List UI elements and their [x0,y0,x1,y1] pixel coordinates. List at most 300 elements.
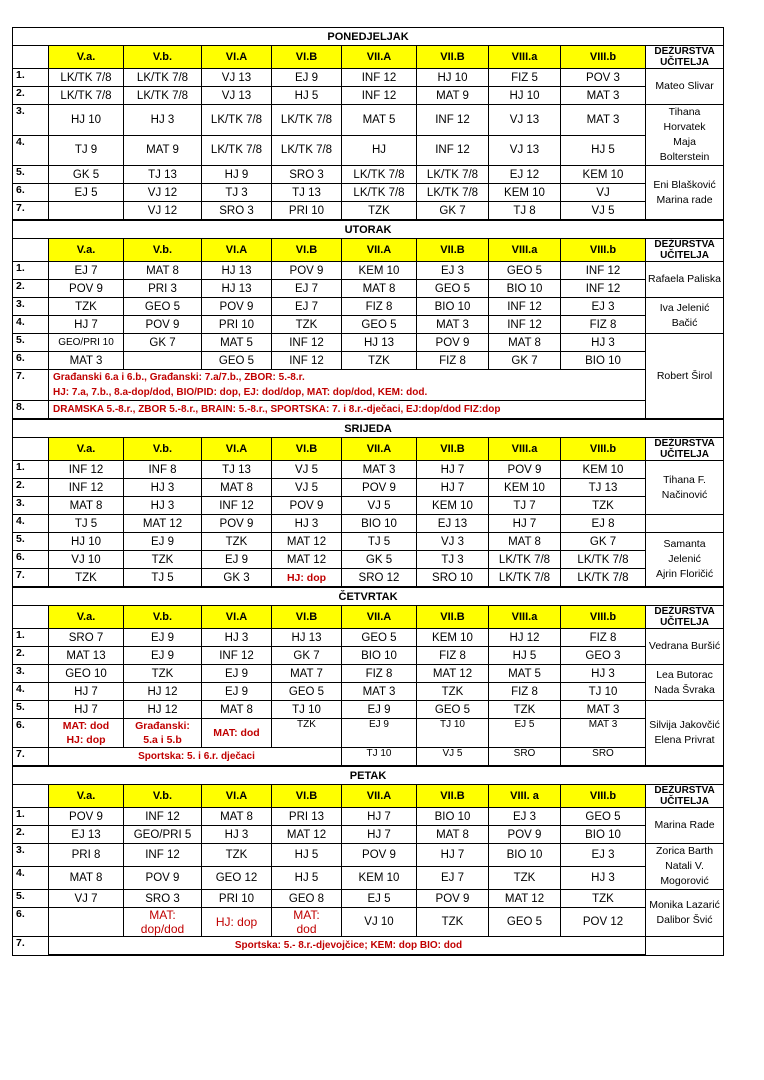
lesson-cell: MAT 12 [417,665,489,683]
lesson-cell: INF 12 [202,647,272,665]
lesson-cell: LK/TK 7/8 [561,569,646,588]
lesson-cell: EJ 3 [417,262,489,280]
class-header: V.a. [49,785,124,808]
lesson-cell [49,908,124,937]
lesson-cell: KEM 10 [342,262,417,280]
lesson-cell: MAT 3 [561,719,646,748]
lesson-cell: INF 8 [124,461,202,479]
lesson-cell: LK/TK 7/8 [202,135,272,166]
period-number: 3. [13,497,49,515]
lesson-cell: GEO 5 [342,629,417,647]
lesson-cell: VJ 13 [202,87,272,105]
lesson-cell: POV 9 [489,461,561,479]
duty-teacher: Rafaela Paliska [646,262,724,298]
lesson-cell: MAT 3 [49,352,124,370]
period-number: 7. [13,748,49,767]
lesson-cell: PRI 3 [124,280,202,298]
lesson-cell: HJ 3 [124,105,202,136]
lesson-cell: EJ 9 [202,683,272,701]
lesson-cell: TZK [342,202,417,221]
activities-note: Sportska: 5.- 8.r.-djevojčice; KEM: dop BIO: dod [49,937,646,956]
lesson-cell: HJ 3 [561,334,646,352]
period-number: 2. [13,479,49,497]
lesson-cell: MAT 8 [202,479,272,497]
lesson-cell: POV 9 [489,826,561,844]
duty-teacher: Mateo Slivar [646,69,724,105]
lesson-cell: MAT 12 [272,533,342,551]
lesson-cell: HJ 7 [417,844,489,867]
duty-header: DEŽURSTVA UČITELJA [646,46,724,69]
lesson-cell: HJ: dop [272,569,342,588]
lesson-cell: MAT 9 [417,87,489,105]
lesson-cell: PRI 13 [272,808,342,826]
lesson-cell: HJ 5 [561,135,646,166]
duty-header: DEŽURSTVA UČITELJA [646,606,724,629]
duty-teacher: Marina Rade [646,808,724,844]
period-number: 3. [13,298,49,316]
period-number: 1. [13,461,49,479]
activity-cell: Građanski: 5.a i 5.b [124,719,202,748]
lesson-cell: POV 9 [342,479,417,497]
lesson-cell: EJ 13 [417,515,489,533]
class-header: V.b. [124,785,202,808]
period-number: 7. [13,569,49,588]
period-number: 7. [13,937,49,956]
lesson-cell: EJ 9 [124,647,202,665]
lesson-cell: HJ 7 [489,515,561,533]
lesson-cell: TJ 9 [49,135,124,166]
lesson-cell: LK/TK 7/8 [342,166,417,184]
day-title: PONEDJELJAK [13,28,724,46]
lesson-cell: MAT 8 [202,808,272,826]
duty-teacher: Tihana Horvatek Maja Bolterstein [646,105,724,166]
period-number: 4. [13,316,49,334]
lesson-cell: EJ 3 [561,298,646,316]
lesson-cell: EJ 9 [124,629,202,647]
lesson-cell: HJ 10 [417,69,489,87]
lesson-cell: INF 12 [489,316,561,334]
lesson-cell: SRO 3 [202,202,272,221]
lesson-cell: VJ 7 [49,890,124,908]
lesson-cell: TJ 13 [202,461,272,479]
class-header: V.a. [49,46,124,69]
lesson-cell: TZK [489,867,561,890]
lesson-cell: GEO 5 [489,262,561,280]
duty-teacher: Robert Širol [646,334,724,420]
lesson-cell: MAT 8 [417,826,489,844]
lesson-cell: VJ 13 [202,69,272,87]
lesson-cell: EJ 3 [561,844,646,867]
lesson-cell: HJ 12 [124,701,202,719]
lesson-cell: GK 7 [272,647,342,665]
lesson-cell: HJ 3 [202,826,272,844]
lesson-cell: FIZ 8 [561,316,646,334]
lesson-cell: TJ 5 [49,515,124,533]
lesson-cell: LK/TK 7/8 [561,551,646,569]
period-number: 5. [13,533,49,551]
lesson-cell: GK 5 [49,166,124,184]
lesson-cell: LK/TK 7/8 [202,105,272,136]
lesson-cell: FIZ 8 [561,629,646,647]
period-number: 3. [13,105,49,136]
duty-teacher: Eni Blašković Marina rade [646,166,724,221]
period-number: 3. [13,844,49,867]
lesson-cell: POV 9 [124,867,202,890]
lesson-cell: POV 9 [202,515,272,533]
lesson-cell: TJ 13 [272,184,342,202]
period-number: 7. [13,370,49,401]
lesson-cell: INF 12 [272,352,342,370]
lesson-cell: HJ 10 [489,87,561,105]
lesson-cell: MAT 7 [272,665,342,683]
period-number: 4. [13,867,49,890]
class-header: VII.B [417,785,489,808]
period-number: 1. [13,808,49,826]
lesson-cell: INF 12 [49,461,124,479]
lesson-cell: TZK [272,719,342,748]
duty-header: DEŽURSTVA UČITELJA [646,239,724,262]
activity-cell: MAT: dod HJ: dop [49,719,124,748]
period-number: 6. [13,908,49,937]
class-header: VI.A [202,606,272,629]
lesson-cell: INF 12 [561,280,646,298]
lesson-cell: MAT 12 [272,826,342,844]
class-header: VIII.a [489,46,561,69]
lesson-cell: GEO 5 [489,908,561,937]
header-blank [13,438,49,461]
duty-teacher: Zorica Barth Natali V. Mogorović [646,844,724,890]
lesson-cell: HJ 7 [49,701,124,719]
lesson-cell: EJ 8 [561,515,646,533]
lesson-cell: POV 9 [202,298,272,316]
lesson-cell: GEO/PRI 5 [124,826,202,844]
lesson-cell: SRO [489,748,561,767]
lesson-cell: EJ 5 [489,719,561,748]
class-header: V.a. [49,239,124,262]
lesson-cell: GEO 3 [561,647,646,665]
period-number: 7. [13,202,49,221]
lesson-cell: POV 9 [49,808,124,826]
class-header: VI.B [272,239,342,262]
lesson-cell: FIZ 8 [489,683,561,701]
lesson-cell [49,202,124,221]
lesson-cell: POV 9 [124,316,202,334]
class-header: VI.B [272,46,342,69]
lesson-cell: EJ 9 [202,665,272,683]
lesson-cell: VJ 13 [489,135,561,166]
period-number: 2. [13,280,49,298]
lesson-cell: POV 9 [49,280,124,298]
lesson-cell: EJ 7 [272,298,342,316]
period-number: 4. [13,515,49,533]
lesson-cell: VJ 13 [489,105,561,136]
lesson-cell: VJ [561,184,646,202]
period-number: 4. [13,683,49,701]
class-header: V.a. [49,438,124,461]
lesson-cell: VJ 5 [417,748,489,767]
lesson-cell: KEM 10 [489,184,561,202]
lesson-cell: EJ 9 [342,719,417,748]
lesson-cell: TJ 7 [489,497,561,515]
lesson-cell: SRO 12 [342,569,417,588]
period-number: 1. [13,69,49,87]
day-title: UTORAK [13,220,724,239]
class-header: VI.A [202,438,272,461]
lesson-cell: TZK [202,533,272,551]
class-header: V.b. [124,46,202,69]
lesson-cell: TJ 5 [342,533,417,551]
class-header: VI.A [202,46,272,69]
lesson-cell: MAT 8 [489,533,561,551]
lesson-cell: POV 9 [417,334,489,352]
duty-teacher: Lea Butorac Nada Švraka [646,665,724,701]
lesson-cell: VJ 5 [561,202,646,221]
class-header: VI.A [202,785,272,808]
class-header: VIII.b [561,606,646,629]
lesson-cell: MAT 3 [342,461,417,479]
lesson-cell: FIZ 8 [342,298,417,316]
lesson-cell: GEO 5 [342,316,417,334]
lesson-cell: MAT 5 [342,105,417,136]
class-header: VIII.a [489,606,561,629]
lesson-cell: TZK [417,683,489,701]
lesson-cell: VJ 12 [124,202,202,221]
lesson-cell: KEM 10 [561,166,646,184]
lesson-cell: MAT 8 [342,280,417,298]
lesson-cell: HJ 3 [561,867,646,890]
lesson-cell: HJ 5 [272,844,342,867]
period-number: 2. [13,647,49,665]
lesson-cell: LK/TK 7/8 [417,166,489,184]
lesson-cell: HJ 7 [342,808,417,826]
lesson-cell: VJ 10 [342,908,417,937]
lesson-cell: HJ 3 [202,629,272,647]
activity-cell: MAT: dod [272,908,342,937]
lesson-cell: HJ 3 [124,479,202,497]
lesson-cell: KEM 10 [342,867,417,890]
lesson-cell: TJ 10 [272,701,342,719]
lesson-cell: INF 12 [342,69,417,87]
lesson-cell: GEO/PRI 10 [49,334,124,352]
lesson-cell: VJ 5 [342,497,417,515]
lesson-cell: GEO 5 [202,352,272,370]
lesson-cell: TZK [417,908,489,937]
lesson-cell: EJ 9 [342,701,417,719]
lesson-cell: MAT 3 [561,87,646,105]
lesson-cell: MAT 8 [49,497,124,515]
lesson-cell: MAT 5 [202,334,272,352]
class-header: VIII.b [561,438,646,461]
period-number: 3. [13,665,49,683]
lesson-cell: HJ 5 [272,87,342,105]
activity-cell: MAT: dop/dod [124,908,202,937]
lesson-cell: INF 12 [124,844,202,867]
duty-teacher: Vedrana Buršić [646,629,724,665]
duty-header: DEŽURSTVA UČITELJA [646,785,724,808]
lesson-cell: PRI 10 [272,202,342,221]
period-number: 6. [13,184,49,202]
lesson-cell: KEM 10 [489,479,561,497]
period-number: 4. [13,135,49,166]
lesson-cell: GEO 5 [272,683,342,701]
period-number: 5. [13,334,49,352]
lesson-cell: EJ 7 [272,280,342,298]
lesson-cell: HJ 7 [49,316,124,334]
lesson-cell: HJ 3 [272,515,342,533]
lesson-cell: GEO 5 [417,701,489,719]
lesson-cell: LK/TK 7/8 [272,135,342,166]
lesson-cell: BIO 10 [342,515,417,533]
lesson-cell: LK/TK 7/8 [342,184,417,202]
lesson-cell: FIZ 8 [342,665,417,683]
lesson-cell: HJ 7 [49,683,124,701]
class-header: VII.B [417,606,489,629]
lesson-cell: SRO 3 [124,890,202,908]
lesson-cell: FIZ 5 [489,69,561,87]
period-number: 6. [13,719,49,748]
lesson-cell: SRO 7 [49,629,124,647]
lesson-cell: HJ 5 [272,867,342,890]
lesson-cell: EJ 9 [202,551,272,569]
lesson-cell: EJ 9 [272,69,342,87]
class-header: VI.A [202,239,272,262]
header-blank [13,239,49,262]
class-header: VII.A [342,785,417,808]
lesson-cell: GEO 5 [561,808,646,826]
lesson-cell: TZK [202,844,272,867]
header-blank [13,785,49,808]
lesson-cell: MAT 8 [489,334,561,352]
lesson-cell: BIO 10 [489,844,561,867]
lesson-cell: TJ 3 [202,184,272,202]
duty-empty [646,515,724,533]
class-header: VII.B [417,438,489,461]
duty-empty [646,937,724,956]
lesson-cell: INF 12 [417,105,489,136]
lesson-cell: TZK [489,701,561,719]
lesson-cell: POV 9 [417,890,489,908]
lesson-cell: MAT 3 [561,105,646,136]
period-number: 5. [13,166,49,184]
lesson-cell: MAT 3 [561,701,646,719]
class-header: VII.A [342,606,417,629]
lesson-cell: HJ 12 [489,629,561,647]
lesson-cell: HJ 3 [561,665,646,683]
duty-teacher: Iva Jelenić Bačić [646,298,724,334]
lesson-cell: INF 12 [417,135,489,166]
lesson-cell: EJ 3 [489,808,561,826]
lesson-cell: TZK [124,665,202,683]
period-number: 1. [13,629,49,647]
lesson-cell: LK/TK 7/8 [489,569,561,588]
lesson-cell: TJ 3 [417,551,489,569]
class-header: VIII.b [561,46,646,69]
period-number: 1. [13,262,49,280]
lesson-cell: MAT 13 [49,647,124,665]
class-header: VII.A [342,46,417,69]
lesson-cell: VJ 5 [272,461,342,479]
lesson-cell: EJ 13 [49,826,124,844]
lesson-cell: MAT 8 [202,701,272,719]
lesson-cell: POV 9 [272,497,342,515]
lesson-cell: HJ 13 [272,629,342,647]
period-number: 2. [13,826,49,844]
lesson-cell: EJ 9 [124,533,202,551]
lesson-cell: BIO 10 [561,826,646,844]
lesson-cell: HJ 9 [202,166,272,184]
lesson-cell: BIO 10 [342,647,417,665]
activities-line: Građanski 6.a i 6.b., Građanski: 7.a/7.b., ZBOR: 5.-8.r. [53,372,305,383]
class-header: VIII.b [561,239,646,262]
lesson-cell: BIO 10 [417,298,489,316]
lesson-cell: LK/TK 7/8 [272,105,342,136]
lesson-cell: INF 12 [49,479,124,497]
lesson-cell: PRI 8 [49,844,124,867]
activity-cell: HJ: dop [202,908,272,937]
lesson-cell: HJ 7 [417,479,489,497]
class-header: V.b. [124,239,202,262]
class-header: VII.A [342,438,417,461]
lesson-cell: GEO 5 [417,280,489,298]
lesson-cell: SRO [561,748,646,767]
lesson-cell: MAT 12 [489,890,561,908]
lesson-cell: MAT 12 [272,551,342,569]
lesson-cell: KEM 10 [417,497,489,515]
lesson-cell: LK/TK 7/8 [417,184,489,202]
lesson-cell: MAT 12 [124,515,202,533]
lesson-cell: TZK [49,569,124,588]
lesson-cell: EJ 5 [49,184,124,202]
class-header: VII.A [342,239,417,262]
lesson-cell: TZK [272,316,342,334]
header-blank [13,46,49,69]
class-header: VIII.a [489,239,561,262]
lesson-cell: TJ 10 [417,719,489,748]
lesson-cell: HJ 10 [49,105,124,136]
lesson-cell: BIO 10 [417,808,489,826]
lesson-cell: SRO 3 [272,166,342,184]
lesson-cell: EJ 5 [342,890,417,908]
lesson-cell [124,352,202,370]
lesson-cell: EJ 7 [417,867,489,890]
period-number: 5. [13,701,49,719]
day-title: PETAK [13,766,724,785]
lesson-cell: VJ 10 [49,551,124,569]
lesson-cell: GEO 8 [272,890,342,908]
lesson-cell: LK/TK 7/8 [49,69,124,87]
lesson-cell: MAT 9 [124,135,202,166]
lesson-cell: GEO 10 [49,665,124,683]
class-header: VII.B [417,239,489,262]
class-header: VII.B [417,46,489,69]
lesson-cell: KEM 10 [417,629,489,647]
lesson-cell: POV 9 [342,844,417,867]
lesson-cell: PRI 10 [202,316,272,334]
lesson-cell: TZK [561,890,646,908]
period-number: 6. [13,352,49,370]
day-title: SRIJEDA [13,419,724,438]
lesson-cell: INF 12 [342,87,417,105]
lesson-cell: HJ 3 [124,497,202,515]
lesson-cell: LK/TK 7/8 [124,87,202,105]
lesson-cell: VJ 3 [417,533,489,551]
lesson-cell: TJ 10 [561,683,646,701]
lesson-cell: GEO 12 [202,867,272,890]
lesson-cell: GK 7 [417,202,489,221]
lesson-cell: MAT 3 [417,316,489,334]
lesson-cell: GK 3 [202,569,272,588]
lesson-cell: POV 3 [561,69,646,87]
